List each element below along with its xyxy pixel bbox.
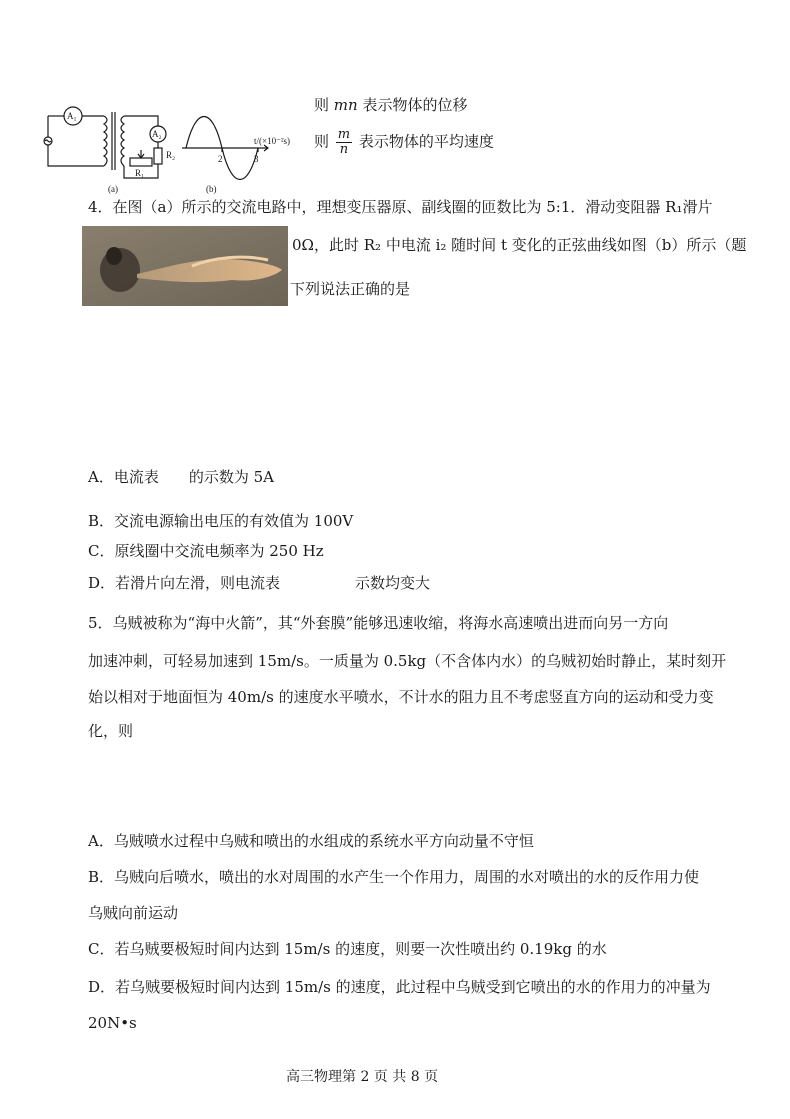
resistor-r2-label: R₂ <box>166 150 176 160</box>
q5-stem-line-2: 加速冲刺，可轻易加速到 15m/s。一质量为 0.5kg（不含体内水）的乌贼初始时静止，某时刻开 <box>88 652 727 670</box>
prev-question-line-1: 则 mn 表示物体的位移 <box>314 96 468 114</box>
q5-option-a: A．乌贼喷水过程中乌贼和喷出的水组成的系统水平方向动量不守恒 <box>88 832 534 850</box>
squid-jet-photo <box>82 226 288 306</box>
figure-caption-b: (b) <box>206 184 217 194</box>
ammeter-a2-label: A₂ <box>152 129 162 139</box>
q5-option-b-line-2: 乌贼向前运动 <box>88 904 179 922</box>
resistor-r1-label: R₁ <box>135 168 145 178</box>
q4-option-d: D．若滑片向左滑，则电流表 示数均变大 <box>88 574 431 592</box>
figure-caption-a: (a) <box>108 184 118 194</box>
q5-option-d-line-1: D．若乌贼要极短时间内达到 15m/s 的速度，此过程中乌贼受到它喷出的水的作用力的冲量为 <box>88 978 711 996</box>
tick-label-2: 2 <box>218 154 223 164</box>
page-footer: 高三物理第 2 页 共 8 页 <box>286 1069 439 1085</box>
q4-option-c: C．原线圈中交流电频率为 250 Hz <box>88 542 324 560</box>
q4-stem-line-2: 0Ω，此时 R₂ 中电流 i₂ 随时间 t 变化的正弦曲线如图（b）所示（题 <box>292 236 747 254</box>
fraction-m-over-n: $\frac{m}{n}$ <box>337 127 351 157</box>
q4-option-b: B．交流电源输出电压的有效值为 100V <box>88 512 354 530</box>
q5-option-d-line-2: 20N•s <box>88 1014 137 1032</box>
q5-stem-line-4: 化，则 <box>88 722 134 740</box>
q5-stem-line-3: 始以相对于地面恒为 40m/s 的速度水平喷水，不计水的阻力且不考虑竖直方向的运动和受力变 <box>88 688 714 706</box>
q4-option-a: A．电流表 的示数为 5A <box>88 468 274 486</box>
q5-stem-line-1: 5．乌贼被称为“海中火箭”，其“外套膜”能够迅速收缩，将海水高速喷出进而向另一方向 <box>88 614 669 632</box>
q4-stem-line-3: 下列说法正确的是 <box>290 280 411 298</box>
q4-stem-line-1: 4．在图（a）所示的交流电路中，理想变压器原、副线圈的匝数比为 5:1．滑动变阻器 R₁滑片 <box>88 198 713 216</box>
tick-label-3: 3 <box>254 154 259 164</box>
prev-question-line-2: 则 $\frac{m}{n}$ 表示物体的平均速度 <box>314 127 494 157</box>
q5-option-c: C．若乌贼要极短时间内达到 15m/s 的速度，则要一次性喷出约 0.19kg 的水 <box>88 940 607 958</box>
circuit-diagram-figure <box>36 96 306 196</box>
time-axis-label: t/(×10⁻²s) <box>254 136 291 146</box>
ammeter-a1-label: A₁ <box>67 111 77 121</box>
q5-option-b-line-1: B．乌贼向后喷水，喷出的水对周围的水产生一个作用力，周围的水对喷出的水的反作用力使 <box>88 868 700 886</box>
